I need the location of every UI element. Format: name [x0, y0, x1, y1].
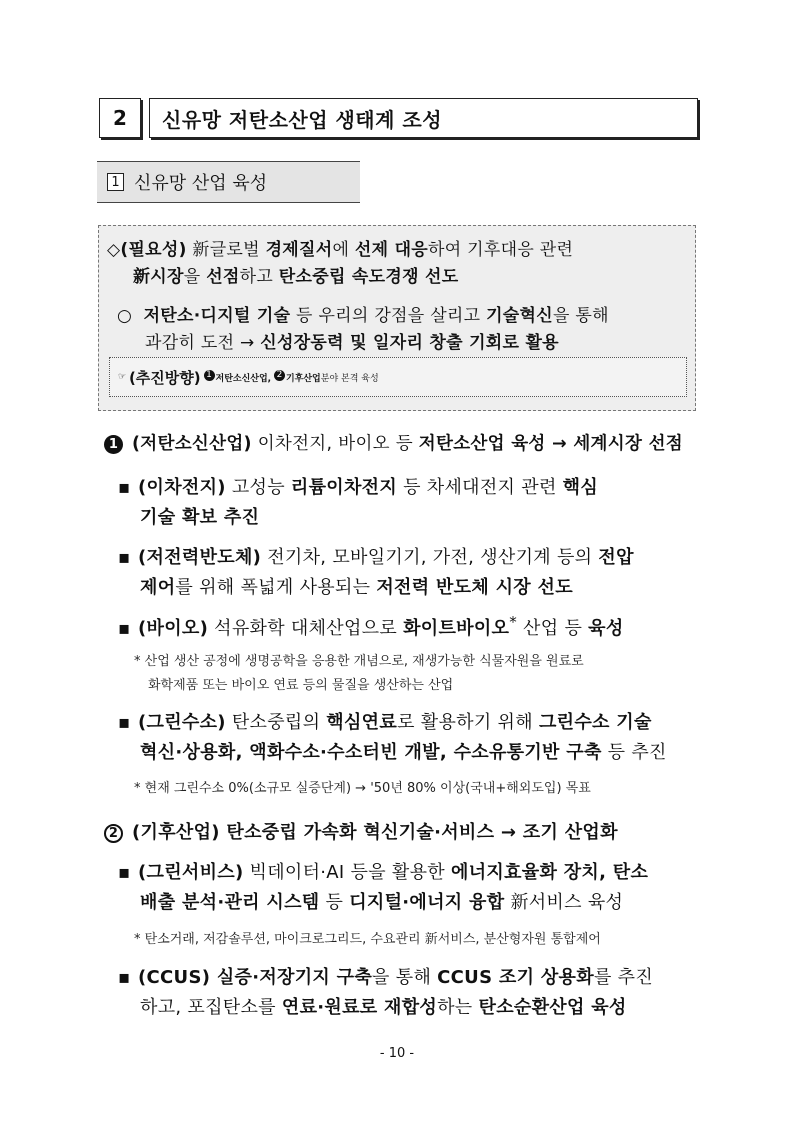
bullet-green-service-line2	[140, 888, 623, 914]
note-bio-line1: * 산업 생산 공정에 생명공학을 응용한 개념으로, 재생가능한 식물자원을 원료로	[134, 654, 584, 669]
text: 新글로벌	[192, 240, 266, 260]
text: (바이오)	[138, 618, 209, 639]
text: (저전력반도체)	[138, 547, 262, 568]
text: 탄소순환산업 육성	[478, 997, 627, 1018]
text: 탄소중립 가속화 혁신기술·서비스 → 조기 산업화	[219, 822, 618, 843]
text: 하고	[239, 267, 279, 287]
summary-o-line1	[117, 301, 609, 326]
text: 를 위해 폭넓게 사용되는	[175, 577, 377, 598]
text: 기후산업	[285, 373, 321, 384]
text: 육성	[588, 618, 624, 639]
text: 리튬이차전지	[290, 477, 398, 498]
text: 등 차세대전지 관련	[397, 477, 563, 498]
summary-o-line2	[145, 328, 559, 353]
bullet-bio	[118, 613, 624, 640]
text: 이차전지, 바이오 등	[251, 434, 419, 454]
text: 하고, 포집탄소를	[140, 997, 282, 1018]
number-2-icon: 2	[104, 824, 123, 843]
text: 석유화학 대체산업으로	[208, 618, 404, 639]
number-1-icon: 1	[104, 435, 123, 454]
text: 분야 본격 육성	[320, 373, 379, 384]
section-number: 2	[99, 98, 141, 138]
bullet-ccus-line2	[140, 993, 627, 1019]
bullet-green-service-line1	[118, 858, 648, 884]
text: 선점	[206, 267, 240, 287]
summary-need-line2	[133, 262, 458, 287]
subsection-title: 신유망 산업 육성	[134, 173, 268, 194]
text: 을 통해	[552, 306, 609, 326]
text: 경제질서	[265, 240, 333, 260]
text: 탄소중립의	[225, 712, 327, 733]
direction-box	[109, 357, 687, 397]
text: 新시장	[133, 267, 184, 287]
text: (기후산업)	[132, 822, 220, 843]
square-bullet-icon: ▪	[118, 967, 131, 988]
text: 저전력 반도체 시장 선도	[376, 577, 573, 598]
text: 디지털·에너지 융합	[349, 892, 505, 913]
text: 저탄소신산업,	[215, 373, 272, 384]
text: 고성능	[225, 477, 291, 498]
square-bullet-icon: ▪	[118, 477, 131, 498]
text: 저탄소산업 육성 → 세계시장 선점	[418, 434, 683, 454]
need-label: (필요성)	[120, 240, 187, 260]
text: 실증·저장기지 구축	[210, 967, 373, 988]
text: 기술 확보 추진	[140, 507, 260, 528]
text: 핵심연료	[326, 712, 398, 733]
bullet-hydrogen-line2	[140, 738, 667, 764]
point-2	[104, 818, 618, 844]
direction-label: (추진방향)	[128, 368, 201, 387]
text: 탄소중립 속도경쟁 선도	[278, 267, 459, 287]
section-title: 신유망 저탄소산업 생태계 조성	[149, 98, 698, 138]
text: 로 활용하기 위해	[397, 712, 539, 733]
text: (저탄소신산업)	[132, 434, 252, 454]
text: 등 우리의 강점을 살리고	[290, 306, 487, 326]
page-number: - 10 -	[379, 1046, 415, 1061]
text: 에	[332, 240, 355, 260]
text: (CCUS)	[138, 967, 211, 988]
summary-need-line1	[107, 235, 573, 260]
note-green-service: * 탄소거래, 저감솔루션, 마이크로그리드, 수요관리 新서비스, 분산형자원 통합제어	[134, 932, 601, 947]
footnote-marker: *	[509, 613, 518, 631]
text: 제어	[140, 577, 176, 598]
pointing-hand-icon: ☞	[118, 372, 127, 382]
point-1	[104, 430, 683, 455]
text: 를 추진	[593, 967, 654, 988]
number-2-icon: 2	[274, 370, 285, 381]
square-bullet-icon: ▪	[118, 618, 131, 639]
circle-bullet-icon: ○	[117, 306, 133, 326]
subsection-header	[97, 161, 360, 203]
text: 新서비스 육성	[504, 892, 624, 913]
bullet-ccus-line1	[118, 963, 653, 989]
text: 전압	[598, 547, 634, 568]
body-content	[104, 430, 704, 1030]
bullet-semiconductor-line2	[140, 573, 573, 599]
text: 등 추진	[601, 742, 667, 763]
text: 에너지효율화 장치, 탄소	[451, 862, 649, 883]
text: 등	[319, 892, 350, 913]
text: CCUS 조기 상용화	[437, 967, 594, 988]
text: 저탄소·디지털 기술	[143, 306, 291, 326]
text: 배출 분석·관리 시스템	[140, 892, 320, 913]
bullet-battery-line2	[140, 503, 259, 529]
square-bullet-icon: ▪	[118, 862, 131, 883]
text: 하는	[437, 997, 479, 1018]
text: 빅데이터·AI 등을 활용한	[243, 862, 452, 883]
text: 그린수소 기술	[538, 712, 652, 733]
text: 하여 기후대응 관련	[428, 240, 574, 260]
diamond-icon: ◇	[107, 240, 121, 260]
bullet-battery-line1	[118, 473, 598, 499]
text: 전기차, 모바일기기, 가전, 생산기계 등의	[261, 547, 599, 568]
text: 신성장동력 및 일자리 창출 기회로 활용	[260, 333, 559, 353]
text: 혁신·상용화, 액화수소·수소터빈 개발, 수소유통기반 구축	[140, 742, 602, 763]
number-1-icon: 1	[204, 370, 215, 381]
text: 산업 등	[517, 618, 589, 639]
note-hydrogen: * 현재 그린수소 0%(소규모 실증단계) → '50년 80% 이상(국내+해외도입) 목표	[134, 781, 591, 796]
note-bio-line2: 화학제품 또는 바이오 연료 등의 물질을 생산하는 산업	[148, 678, 454, 693]
text: (이차전지)	[138, 477, 226, 498]
text: (그린서비스)	[138, 862, 244, 883]
square-bullet-icon: ▪	[118, 712, 131, 733]
text: 기술혁신	[486, 306, 553, 326]
text: 화이트바이오	[403, 618, 510, 639]
text: 을	[183, 267, 207, 287]
text: 핵심	[562, 477, 599, 498]
text: 을 통해	[372, 967, 438, 988]
text: 과감히 도전 →	[145, 333, 261, 353]
summary-box	[98, 225, 696, 411]
text: (그린수소)	[138, 712, 226, 733]
text: 선제 대응	[354, 240, 429, 260]
subsection-number: 1	[107, 173, 124, 191]
square-bullet-icon: ▪	[118, 547, 131, 568]
bullet-hydrogen-line1	[118, 708, 652, 734]
bullet-semiconductor-line1	[118, 543, 634, 569]
text: 연료·원료로 재합성	[281, 997, 438, 1018]
